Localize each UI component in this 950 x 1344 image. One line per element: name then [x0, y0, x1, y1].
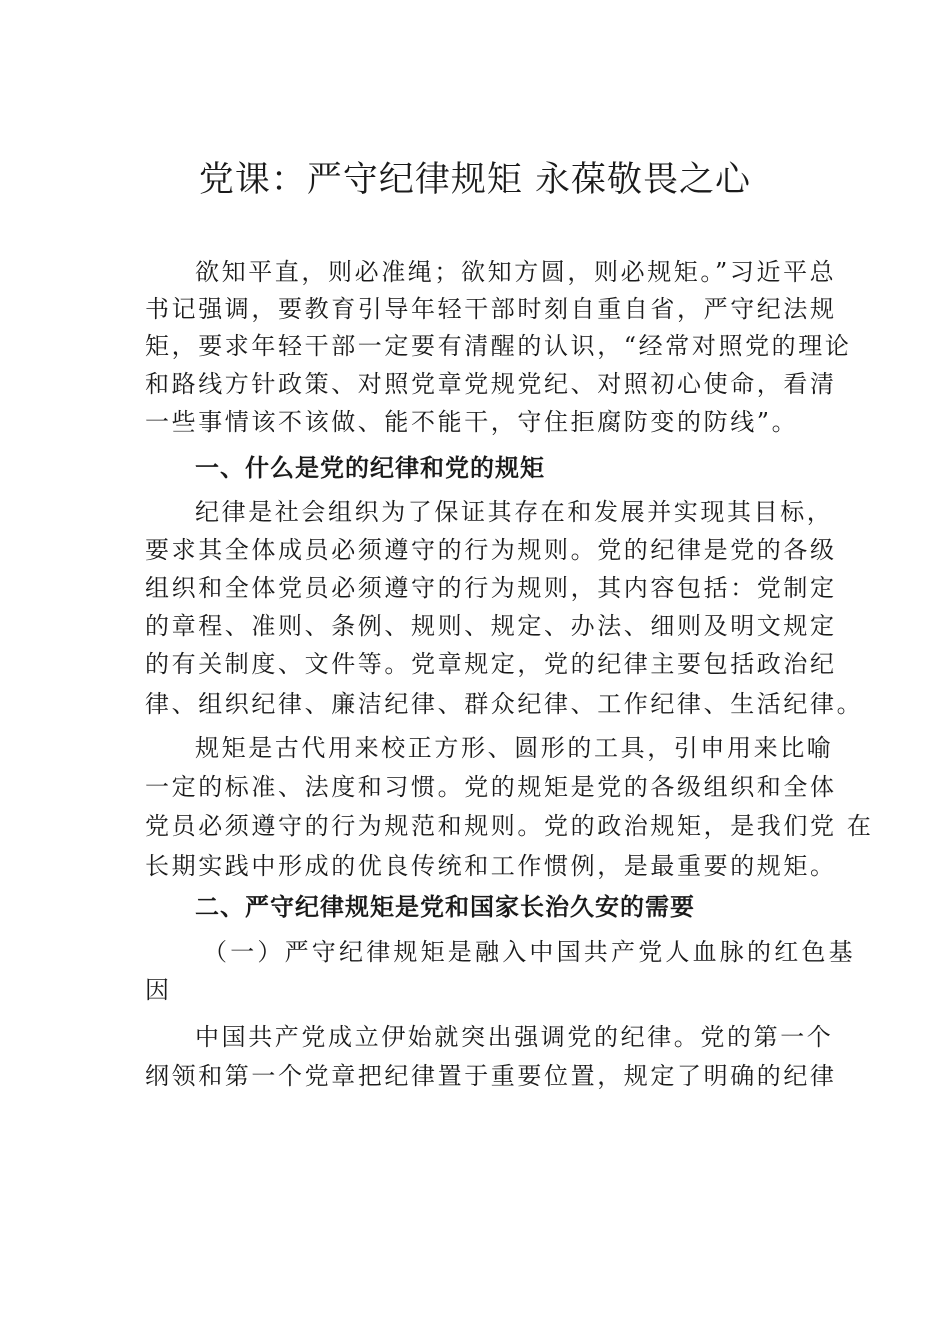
- section1-para1-line: 的章程、准则、条例、规则、规定、办法、细则及明文规定: [145, 612, 837, 640]
- section2-subheading-1: （一）严守纪律规矩是融入中国共产党人血脉的红色基: [203, 938, 856, 966]
- section1-para1-line: 要求其全体成员必须遵守的行为规则。党的纪律是党的各级: [145, 536, 837, 564]
- section1-para2-line: 长期实践中形成的优良传统和工作惯例，是最重要的规矩。: [145, 852, 837, 880]
- section2-para1-line: 中国共产党成立伊始就突出强调党的纪律。党的第一个: [195, 1023, 834, 1051]
- section2-para1-line: 纲领和第一个党章把纪律置于重要位置，规定了明确的纪律: [145, 1062, 837, 1090]
- document-title: 党课：严守纪律规矩 永葆敬畏之心: [198, 160, 752, 200]
- section1-para1-line: 纪律是社会组织为了保证其存在和发展并实现其目标，: [195, 498, 834, 526]
- section1-para1-line: 律、组织纪律、廉洁纪律、群众纪律、工作纪律、生活纪律。: [145, 690, 864, 718]
- intro-line: 一些事情该不该做、能不能干，守住拒腐防变的防线”。: [145, 408, 799, 436]
- section1-para2-line: 规矩是古代用来校正方形、圆形的工具，引申用来比喻: [195, 734, 834, 762]
- section1-para1-line: 的有关制度、文件等。党章规定，党的纪律主要包括政治纪: [145, 650, 837, 678]
- intro-line: 矩，要求年轻干部一定要有清醒的认识，“经常对照党的理论: [145, 332, 852, 360]
- section-heading-2: 二、严守纪律规矩是党和国家长治久安的需要: [195, 893, 695, 921]
- intro-line: 欲知平直，则必准绳；欲知方圆，则必规矩。”习近平总: [195, 258, 837, 286]
- intro-line: 和路线方针政策、对照党章党规党纪、对照初心使命，看清: [145, 370, 837, 398]
- section2-subheading-1-cont: 因: [145, 976, 172, 1004]
- section1-para2-line: 一定的标准、法度和习惯。党的规矩是党的各级组织和全体: [145, 773, 837, 801]
- section1-para1-line: 组织和全体党员必须遵守的行为规则，其内容包括：党制定: [145, 574, 837, 602]
- section1-para2-line: 党员必须遵守的行为规范和规则。党的政治规矩，是我们党 在: [145, 812, 874, 840]
- section-heading-1: 一、什么是党的纪律和党的规矩: [195, 454, 545, 482]
- intro-line: 书记强调，要教育引导年轻干部时刻自重自省，严守纪法规: [145, 295, 837, 323]
